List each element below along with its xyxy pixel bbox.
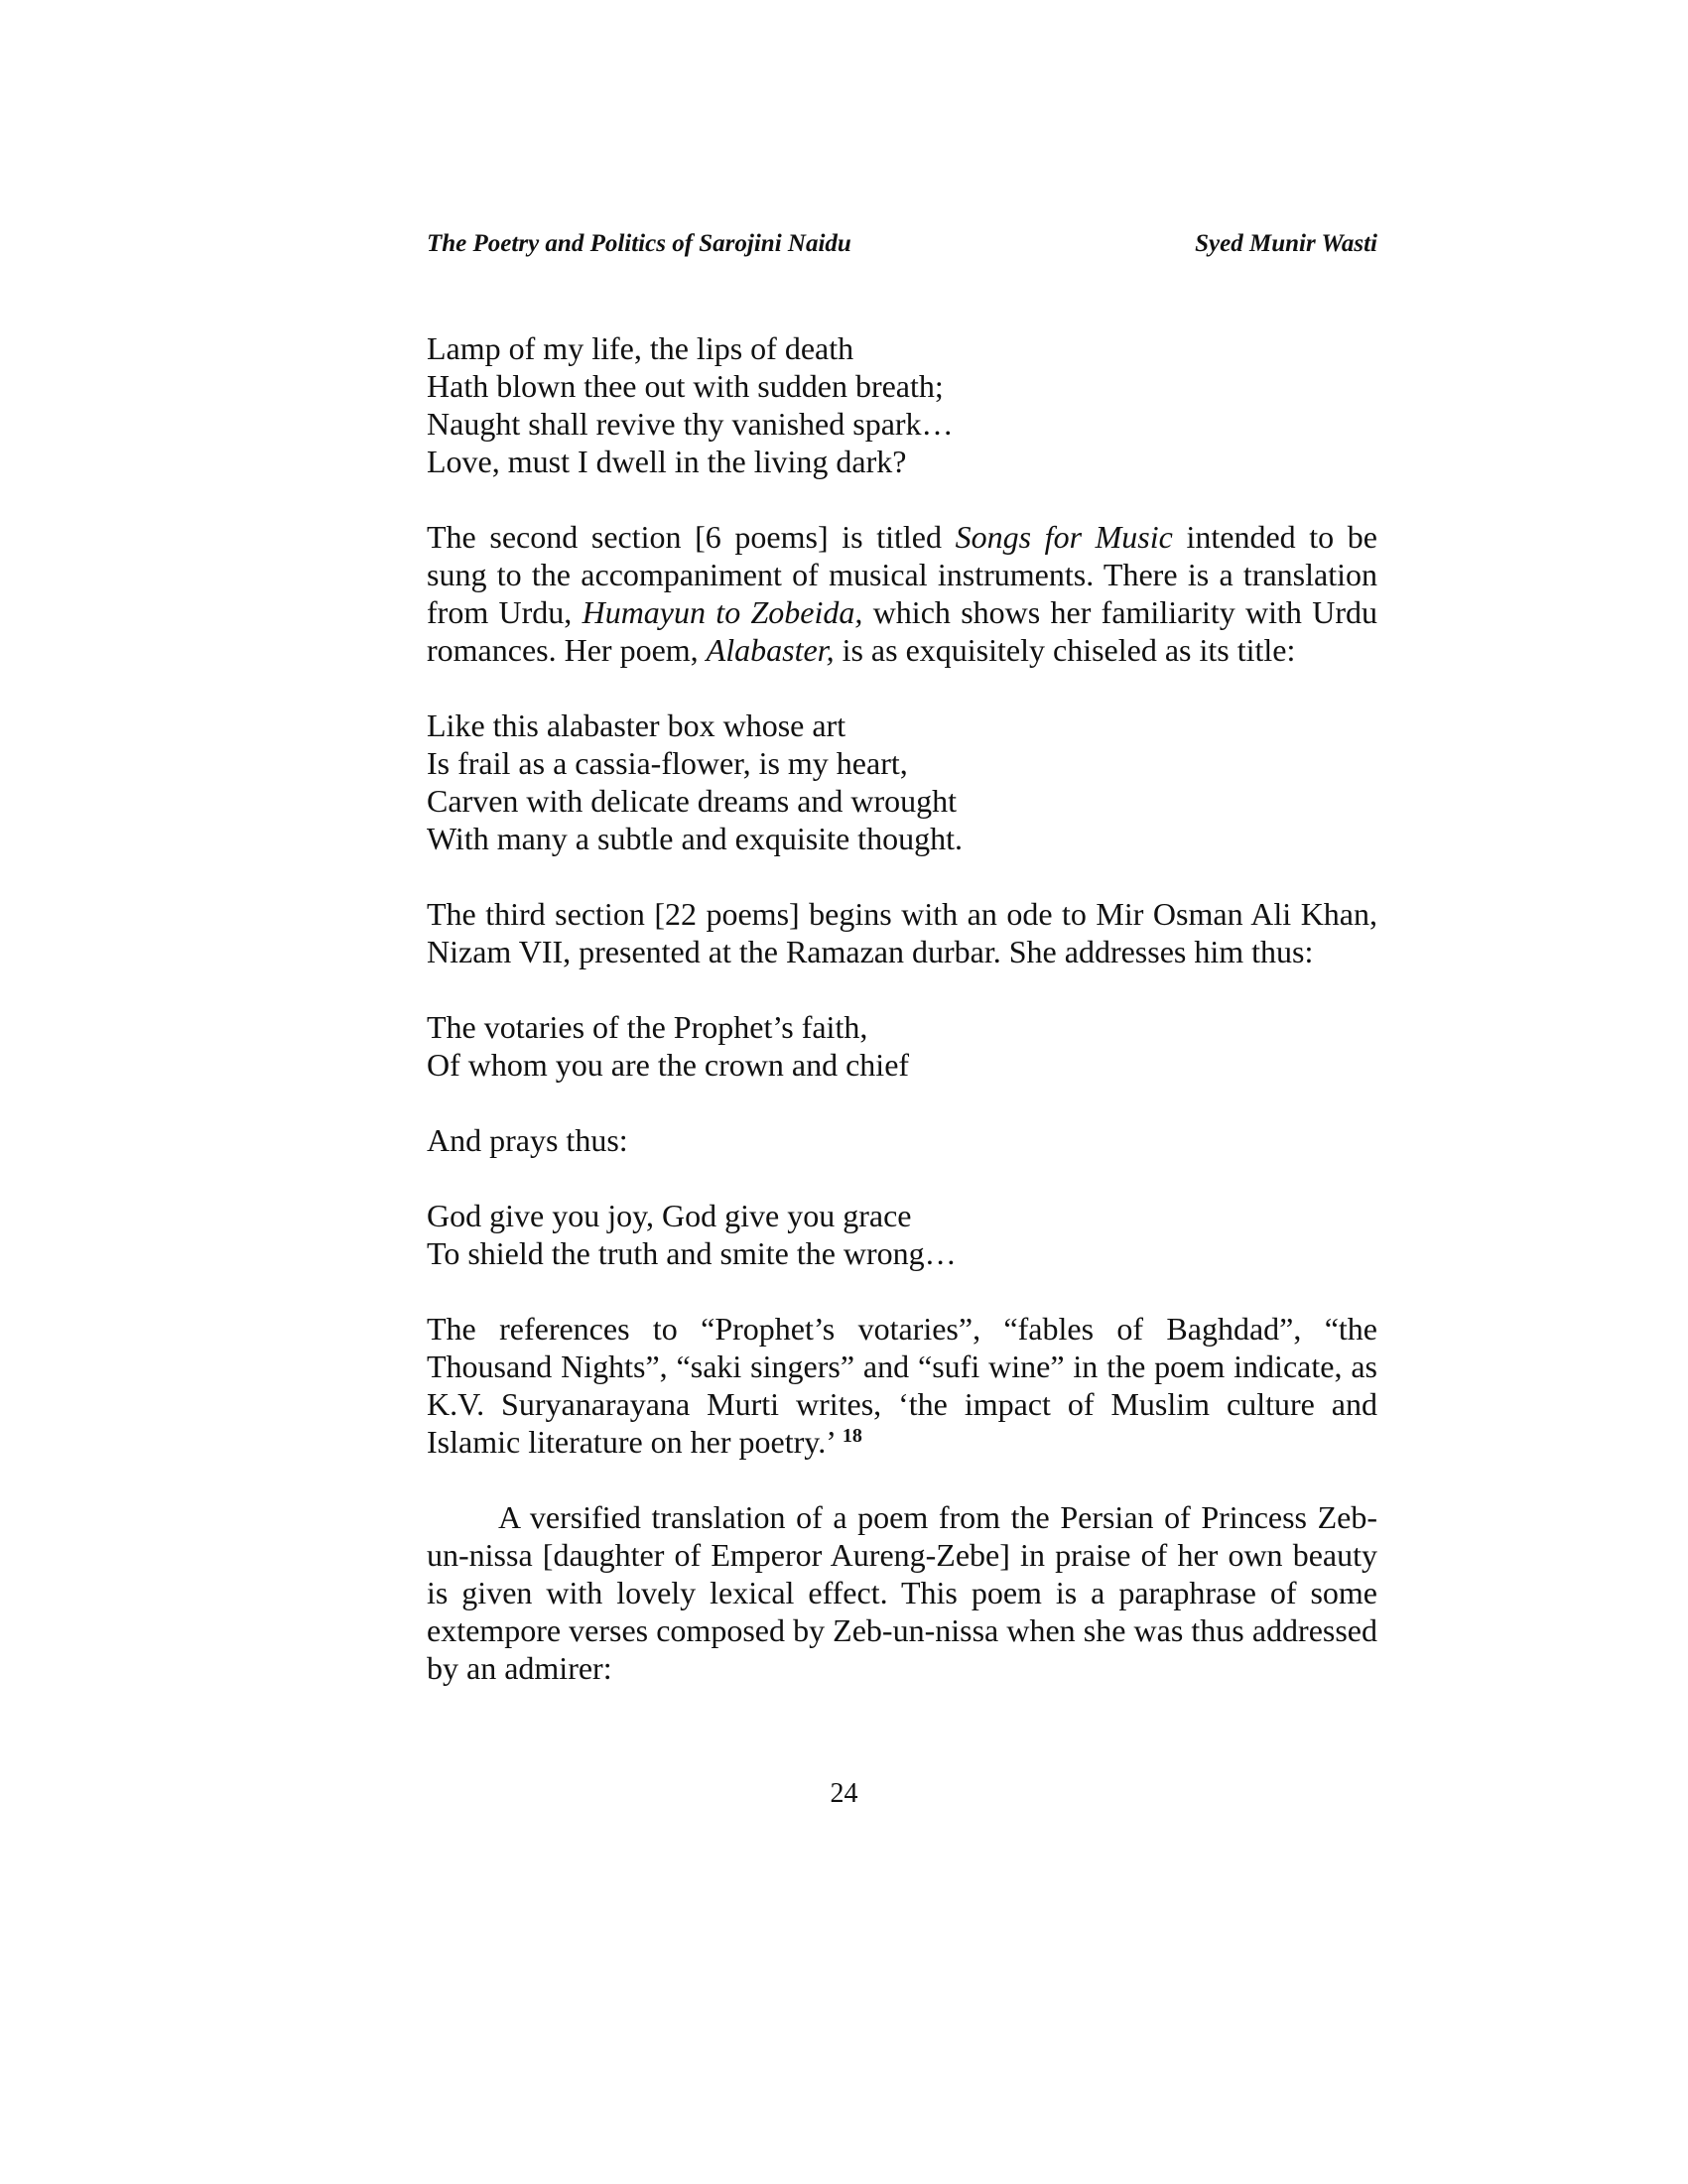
paragraph-zeb-un-nissa: A versified translation of a poem from the Persian of Princess Zeb-un-nissa [daughter of Emperor Aureng-Zebe] in praise of her own beauty is given with lovely lexical effect. This poem is a paraphrase of some extempore verses composed by Zeb-un-nissa when she was thus addressed by an admirer: (427, 1499, 1377, 1686)
paragraph-prays-thus: And prays thus: (427, 1122, 628, 1158)
paragraph-references (427, 1310, 1377, 1461)
verse-line: Like this alabaster box whose art (427, 707, 846, 743)
verse-line: Naught shall revive thy vanished spark… (427, 406, 954, 442)
verse-block-lamp (427, 329, 1377, 480)
verse-line: The votaries of the Prophet’s faith, (427, 1009, 868, 1045)
page-number: 24 (830, 1778, 858, 1809)
verse-line: Carven with delicate dreams and wrought (427, 783, 958, 819)
verse-line: Hath blown thee out with sudden breath; (427, 368, 944, 404)
header-book-title: The Poetry and Politics of Sarojini Naidu (427, 230, 851, 257)
verse-line: Lamp of my life, the lips of death (427, 330, 854, 366)
verse-block-votaries (427, 1008, 1377, 1084)
main-text (427, 329, 1377, 1687)
verse-line: God give you joy, God give you grace (427, 1198, 912, 1233)
text-run: is as exquisitely chiseled as its title: (834, 632, 1296, 668)
text-run: The second section [6 poems] is titled (427, 519, 956, 555)
header-author: Syed Munir Wasti (1195, 230, 1377, 257)
verse-line: Love, must I dwell in the living dark? (427, 444, 907, 479)
verse-line: To shield the truth and smite the wrong… (427, 1235, 957, 1271)
verse-block-god-give (427, 1197, 1377, 1272)
text-run: The references to “Prophet’s votaries”, “fables of Baghdad”, “the Thousand Nights”, “saki singers” and “sufi wine” in the poem indicate, as K.V. Suryanarayana Murti writes, ‘the impact of Muslim culture and Islamic literature on her poetry.’ (427, 1311, 1377, 1460)
footnote-marker: 18 (842, 1425, 862, 1447)
verse-line: With many a subtle and exquisite thought. (427, 821, 963, 856)
verse-block-alabaster (427, 707, 1377, 857)
title-humayun-to-zobeida: Humayun to Zobeida, (582, 594, 863, 630)
text-run: which shows her familiarity with Urdu romances. Her poem, (427, 594, 1378, 668)
paragraph-third-section: The third section [22 poems] begins with an ode to Mir Osman Ali Khan, Nizam VII, presented at the Ramazan durbar. She addresses him thus: (427, 896, 1377, 969)
paragraph-second-section (427, 518, 1377, 669)
title-songs-for-music: Songs for Music (955, 519, 1173, 555)
verse-line: Of whom you are the crown and chief (427, 1047, 910, 1083)
verse-line: Is frail as a cassia-flower, is my heart, (427, 745, 908, 781)
text-run: intended to be sung to the accompaniment of musical instruments. There is a translation from Urdu, (427, 519, 1377, 630)
title-alabaster: Alabaster, (706, 632, 835, 668)
